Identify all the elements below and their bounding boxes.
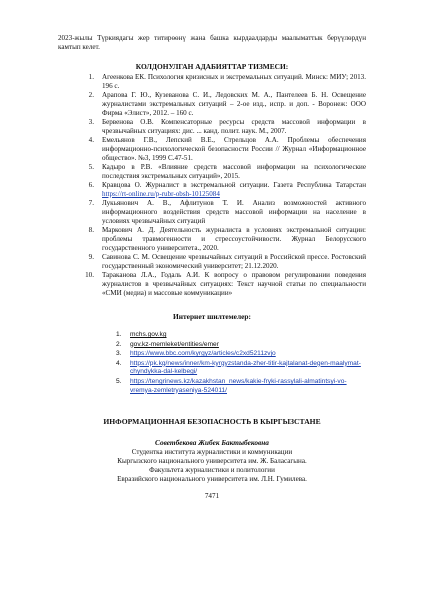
author-name: Советбекова Жибек Бактыбековна [155, 438, 269, 448]
reference-text: Савинова С. М. Освещение чрезвычайных ситуаций в Российской прессе. Ростовский государственный экономический университет; 21.12.2020. [102, 253, 366, 270]
reference-item [58, 253, 366, 271]
reference-text: Тараканова Л.А., Годаль А.И. К вопросу о правовом регулировании поведения журналистов в чрезвычайных ситуациях: Текст научной статьи по специальности «СМИ (медиа) и массовые коммуникации» [102, 271, 366, 297]
web-link-number: 3. [116, 350, 122, 358]
reference-text-body: Кравцова О. Журналист в экстремальной ситуации. Газета Республика Татарстан [102, 181, 366, 189]
reference-number: 7. [88, 199, 94, 207]
web-link[interactable]: https://pk.kg/news/inner/km-kyrgyzstanda-zher-titir-kajtalanat-degen-maalymat-chyndykka-dal-kelbegi/ [130, 359, 361, 376]
web-links-heading: Интернет шилтемелер: [173, 312, 251, 321]
web-link-item [116, 331, 366, 340]
reference-number: 10. [85, 271, 94, 279]
reference-text: Емельянов Г.В., Лепский В.Е., Стрельцов А.А. Проблемы обеспечения информационно-психологической безопасности России // Журнал «Информационное общество». №3, 1999 С.47-51. [102, 136, 366, 162]
affiliation-line: Кыргызского национального университета им. Ж. Баласагына. [117, 457, 307, 466]
reference-item [58, 163, 366, 181]
reference-item [58, 91, 366, 118]
reference-item [58, 136, 366, 163]
reference-number: 4. [88, 136, 94, 144]
reference-text [102, 181, 366, 199]
web-link[interactable]: gov.kz-memleket/entities/emer [130, 340, 219, 348]
affiliation-line: Студентка института журналистики и коммуникации [131, 448, 293, 457]
web-link[interactable]: https://tengrinews.kz/kazakhstan_news/kakie-fryki-rassylali-almatintsyi-vo-vremya-zemletryaseniya-524011/ [130, 377, 347, 394]
affiliation-line: Евразийского национального университета им. Л.Н. Гумилева. [117, 475, 307, 484]
reference-text: Лукьянович А. В., Афлитунов Т. И. Анализ возможностей активного информационного воздействия средств массовой информации на население в условиях чрезвычайных ситуаций [102, 199, 366, 225]
article-title: ИНФОРМАЦИОННАЯ БЕЗОПАСНОСТЬ В КЫРГЫЗСТАНЕ [103, 417, 321, 427]
web-link[interactable]: https://www.bbc.com/kyrgyz/articles/c2xd5211zvjo [130, 350, 276, 358]
reference-link[interactable]: https://rt-online.ru/p-rubr-obsh-10125084 [102, 190, 220, 198]
reference-text: Агеенкова ЕК. Психология кризисных и экстремальных ситуаций. Минск: МИУ; 2013. 196 с. [102, 73, 366, 90]
reference-item [58, 199, 366, 226]
web-link-item [116, 350, 366, 359]
reference-number: 8. [88, 226, 94, 234]
web-links-list [58, 331, 366, 395]
reference-item [58, 181, 366, 199]
reference-item [58, 271, 366, 298]
reference-number: 6. [88, 181, 94, 189]
reference-text: Кадыро в Р.В. «Влияние средств массовой информации на психологические последствия экстремальных ситуаций», 2015. [102, 163, 366, 180]
web-link-number: 1. [116, 331, 122, 338]
references-list [58, 73, 366, 298]
reference-number: 3. [88, 118, 94, 126]
web-link[interactable]: mchs.gov.kg [130, 331, 167, 338]
reference-number: 5. [88, 163, 94, 171]
reference-number: 2. [88, 91, 94, 99]
affiliation-line: Факультета журналистики и политологии [149, 466, 275, 475]
reference-text: Маркович А. Д. Деятельность журналиста в условиях экстремальной ситуации: проблемы травмогенности и стрессоустойчивости. Журнал Белорусского государственного университета., 2020. [102, 226, 366, 252]
reference-text: Бервенова О.В. Компенсаторные ресурсы средств массовой информации в чрезвычайных ситуациях: дис. ... канд. полит. наук. М., 2007. [102, 118, 366, 135]
reference-item [58, 226, 366, 253]
reference-number: 1. [88, 73, 94, 81]
web-link-number: 4. [116, 359, 122, 367]
intro-paragraph: 2023-жылы Түркиядагы жер титирөөнү жана башка кырдаалдарды маалыматтык берүүлөрдүн камтып келет. [58, 34, 366, 51]
web-link-item [116, 341, 366, 350]
web-link-number: 5. [116, 377, 122, 385]
reference-number: 9. [88, 253, 94, 261]
web-link-number: 2. [116, 340, 122, 348]
reference-item [58, 118, 366, 136]
references-heading: КОЛДОНУЛГАН АДАБИЯТТАР ТИЗМЕСИ: [135, 62, 289, 71]
web-link-item [116, 360, 366, 377]
page-number: 7471 [204, 492, 220, 501]
reference-text: Арапова Г. Ю., Кузеванова С. И., Ледовских М. А., Пантелеев Б. Н. Освещение журналистами экстремальных ситуаций – 2-ое изд., испр. и доп. - Воронеж: ООО Фирма «Элист», 2012. – 160 с. [102, 91, 366, 117]
web-link-item [116, 378, 366, 395]
reference-item [58, 73, 366, 91]
